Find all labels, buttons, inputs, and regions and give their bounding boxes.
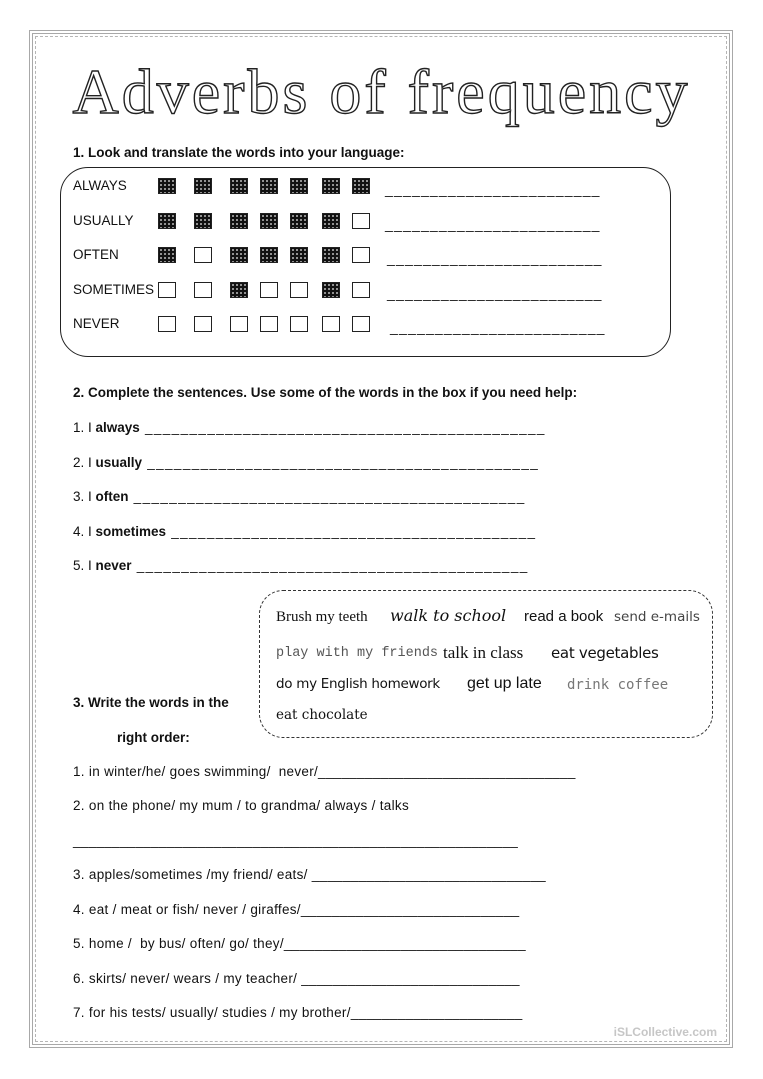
sentence-adverb: usually bbox=[95, 455, 143, 470]
order-item[interactable]: 2. on the phone/ my mum / to grandma/ always / talks bbox=[73, 798, 410, 813]
frequency-square-filled bbox=[194, 178, 212, 194]
sentence-adverb: always bbox=[95, 420, 140, 435]
order-item[interactable]: 6. skirts/ never/ wears / my teacher/ ____________________________ bbox=[73, 971, 520, 986]
word-item: walk to school bbox=[390, 606, 507, 625]
frequency-square-filled bbox=[158, 247, 176, 263]
frequency-square-filled bbox=[290, 247, 308, 263]
frequency-label-usually: USUALLY bbox=[73, 213, 134, 228]
order-item[interactable]: 7. for his tests/ usually/ studies / my brother/______________________ bbox=[73, 1005, 523, 1020]
frequency-label-sometimes: SOMETIMES bbox=[73, 282, 155, 297]
sentence-line[interactable] bbox=[73, 420, 546, 435]
sentence-line[interactable] bbox=[73, 524, 536, 539]
sentence-blank[interactable]: ____________________________________________ bbox=[131, 558, 529, 573]
frequency-square-filled bbox=[230, 213, 248, 229]
frequency-square-empty bbox=[352, 247, 370, 263]
frequency-square-empty bbox=[290, 316, 308, 332]
sentence-prefix: 1. I bbox=[73, 420, 96, 435]
section3-heading-cont: right order: bbox=[117, 730, 190, 745]
translation-blank[interactable]: ________________________ bbox=[387, 250, 603, 266]
translation-blank[interactable]: ________________________ bbox=[387, 285, 603, 301]
frequency-square-empty bbox=[352, 282, 370, 298]
order-item[interactable]: 1. in winter/he/ goes swimming/ never/_________________________________ bbox=[73, 764, 576, 779]
frequency-square-empty bbox=[352, 213, 370, 229]
translation-blank[interactable]: ________________________ bbox=[390, 319, 606, 335]
order-item[interactable]: 3. apples/sometimes /my friend/ eats/ ______________________________ bbox=[73, 867, 546, 882]
frequency-square-empty bbox=[194, 282, 212, 298]
frequency-square-empty bbox=[194, 247, 212, 263]
word-item: eat chocolate bbox=[276, 707, 368, 723]
frequency-square-empty bbox=[352, 316, 370, 332]
frequency-square-filled bbox=[260, 178, 278, 194]
frequency-square-empty bbox=[230, 316, 248, 332]
frequency-square-empty bbox=[158, 316, 176, 332]
sentence-blank[interactable]: ____________________________________________ bbox=[142, 455, 540, 470]
frequency-square-filled bbox=[194, 213, 212, 229]
frequency-square-filled bbox=[158, 213, 176, 229]
order-item[interactable]: 4. eat / meat or fish/ never / giraffes/____________________________ bbox=[73, 902, 520, 917]
worksheet-title: Adverbs of frequency bbox=[72, 56, 691, 127]
frequency-square-filled bbox=[322, 247, 340, 263]
frequency-square-filled bbox=[322, 282, 340, 298]
translation-blank[interactable]: ________________________ bbox=[385, 216, 601, 232]
frequency-label-always: ALWAYS bbox=[73, 178, 127, 193]
frequency-square-empty bbox=[322, 316, 340, 332]
word-item: drink coffee bbox=[567, 677, 669, 693]
frequency-square-filled bbox=[322, 213, 340, 229]
word-item: talk in class bbox=[443, 643, 524, 662]
frequency-square-empty bbox=[260, 316, 278, 332]
sentence-adverb: sometimes bbox=[95, 524, 167, 539]
sentence-adverb: never bbox=[95, 558, 132, 573]
sentence-prefix: 4. I bbox=[73, 524, 96, 539]
word-item: do my English homework bbox=[276, 676, 440, 692]
word-item: Brush my teeth bbox=[276, 609, 368, 625]
word-item: get up late bbox=[467, 675, 542, 692]
frequency-label-often: OFTEN bbox=[73, 247, 119, 262]
sentence-blank[interactable]: _________________________________________ bbox=[166, 524, 537, 539]
sentence-prefix: 5. I bbox=[73, 558, 96, 573]
frequency-square-filled bbox=[230, 247, 248, 263]
word-item: read a book bbox=[524, 608, 604, 625]
frequency-square-filled bbox=[322, 178, 340, 194]
order-item[interactable]: _________________________________________________________ bbox=[73, 833, 519, 848]
translation-blank[interactable]: ________________________ bbox=[385, 181, 601, 197]
frequency-square-filled bbox=[230, 282, 248, 298]
frequency-square-filled bbox=[260, 247, 278, 263]
frequency-square-filled bbox=[352, 178, 370, 194]
order-item[interactable]: 5. home / by bus/ often/ go/ they/_______________________________ bbox=[73, 936, 526, 951]
frequency-square-filled bbox=[290, 213, 308, 229]
frequency-label-never: NEVER bbox=[73, 316, 120, 331]
section2-heading: 2. Complete the sentences. Use some of the words in the box if you need help: bbox=[73, 385, 578, 400]
sentence-adverb: often bbox=[95, 489, 129, 504]
frequency-square-empty bbox=[194, 316, 212, 332]
sentence-line[interactable] bbox=[73, 558, 529, 573]
word-item: eat vegetables bbox=[551, 644, 659, 662]
sentence-line[interactable] bbox=[73, 455, 539, 470]
sentence-prefix: 3. I bbox=[73, 489, 96, 504]
sentence-line[interactable] bbox=[73, 489, 526, 504]
sentence-blank[interactable]: ____________________________________________ bbox=[128, 489, 526, 504]
sentence-prefix: 2. I bbox=[73, 455, 96, 470]
frequency-square-filled bbox=[158, 178, 176, 194]
sentence-blank[interactable]: _____________________________________________ bbox=[139, 420, 546, 435]
frequency-square-filled bbox=[290, 178, 308, 194]
section1-heading: 1. Look and translate the words into your language: bbox=[73, 145, 405, 160]
word-item: play with my friends bbox=[276, 646, 439, 661]
frequency-square-empty bbox=[260, 282, 278, 298]
frequency-square-filled bbox=[260, 213, 278, 229]
frequency-square-empty bbox=[158, 282, 176, 298]
watermark: iSLCollective.com bbox=[613, 1025, 717, 1039]
word-item: send e-mails bbox=[614, 609, 700, 625]
frequency-square-filled bbox=[230, 178, 248, 194]
section3-heading: 3. Write the words in the bbox=[73, 695, 229, 710]
frequency-square-empty bbox=[290, 282, 308, 298]
word-box bbox=[259, 590, 713, 738]
